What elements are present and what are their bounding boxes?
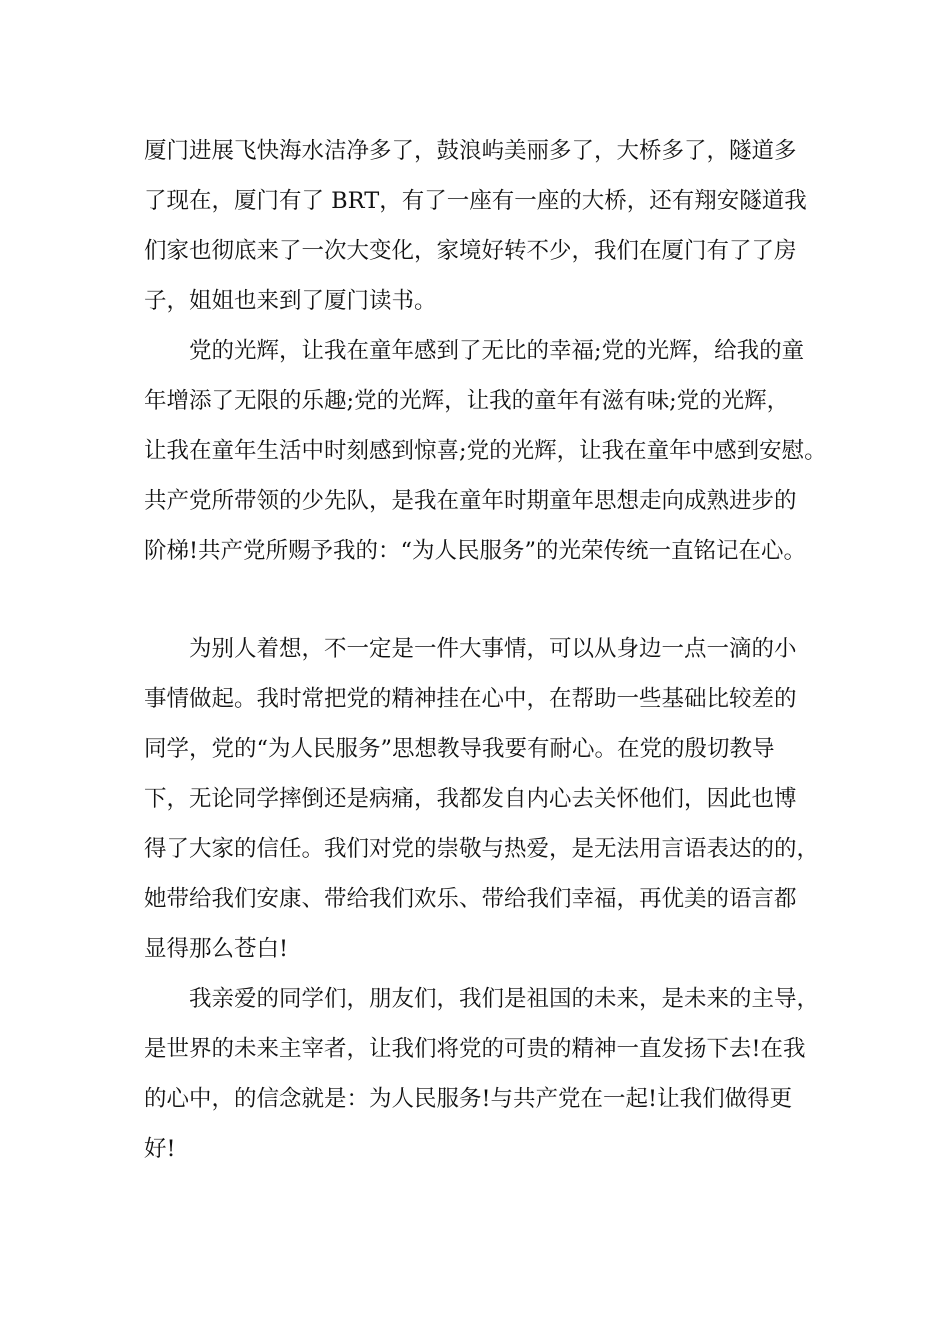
paragraph-3-line-5: 得了大家的信任。我们对党的崇敬与热爱，是无法用言语表达的的， <box>144 836 820 862</box>
paragraph-1-line-2: 了现在，厦门有了 BRT，有了一座有一座的大桥，还有翔安隧道我 <box>144 188 807 214</box>
paragraph-3-line-1: 为别人着想，不一定是一件大事情，可以从身边一点一滴的小 <box>144 636 797 662</box>
paragraph-4-line-4: 好! <box>144 1136 176 1162</box>
paragraph-2-line-3: 让我在童年生活中时刻感到惊喜;党的光辉，让我在童年中感到安慰。 <box>144 438 827 464</box>
paragraph-3-line-3: 同学，党的“为人民服务”思想教导我要有耐心。在党的殷切教导 <box>144 736 775 762</box>
paragraph-1-line-1: 厦门进展飞快海水洁净多了，鼓浪屿美丽多了，大桥多了，隧道多 <box>144 138 797 164</box>
paragraph-1-line-3: 们家也彻底来了一次大变化，家境好转不少，我们在厦门有了了房 <box>144 238 797 264</box>
paragraph-3-line-2: 事情做起。我时常把党的精神挂在心中，在帮助一些基础比较差的 <box>144 686 797 712</box>
paragraph-2-line-4: 共产党所带领的少先队，是我在童年时期童年思想走向成熟进步的 <box>144 488 797 514</box>
paragraph-3-line-4: 下，无论同学摔倒还是病痛，我都发自内心去关怀他们，因此也博 <box>144 786 797 812</box>
paragraph-3-line-6: 她带给我们安康、带给我们欢乐、带给我们幸福，再优美的语言都 <box>144 886 797 912</box>
paragraph-2-line-2: 年增添了无限的乐趣;党的光辉，让我的童年有滋有味;党的光辉， <box>144 388 790 414</box>
paragraph-4-line-1: 我亲爱的同学们，朋友们，我们是祖国的未来，是未来的主导， <box>144 986 820 1012</box>
paragraph-4-line-3: 的心中，的信念就是：为人民服务!与共产党在一起!让我们做得更 <box>144 1086 793 1112</box>
paragraph-2-line-1: 党的光辉，让我在童年感到了无比的幸福;党的光辉，给我的童 <box>144 338 805 364</box>
paragraph-4-line-2: 是世界的未来主宰者，让我们将党的可贵的精神一直发扬下去!在我 <box>144 1036 806 1062</box>
paragraph-2-line-5: 阶梯!共产党所赐予我的：“为人民服务”的光荣传统一直铭记在心。 <box>144 538 807 564</box>
paragraph-3-line-7: 显得那么苍白! <box>144 936 289 962</box>
paragraph-1-line-4: 子，姐姐也来到了厦门读书。 <box>144 288 437 314</box>
